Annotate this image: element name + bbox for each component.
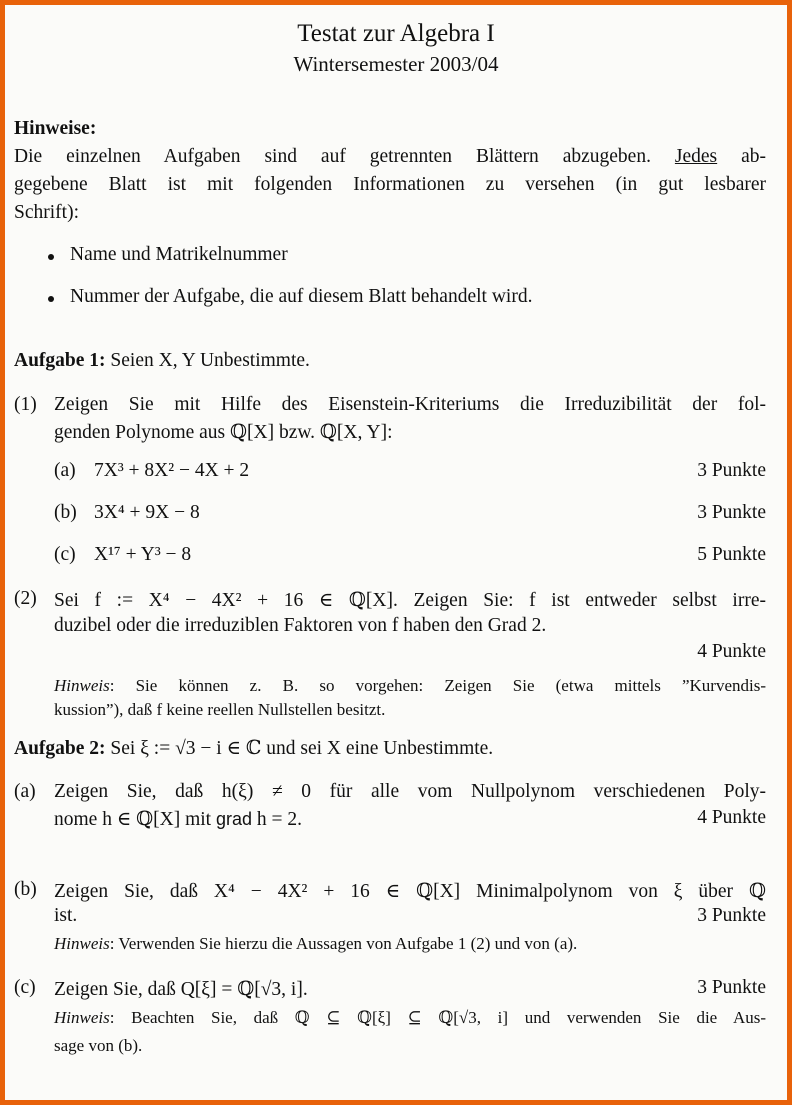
item-a-expression: 7X³ + 8X² − 4X + 2 (94, 460, 250, 481)
aufgabe2-b-hint (54, 934, 577, 954)
aufgabe1-heading: Aufgabe 1: (14, 350, 106, 371)
aufgabe2-c-label: (c) (14, 977, 36, 998)
bullet-dot (48, 296, 54, 302)
aufgabe2-b-points: 3 Punkte (697, 905, 766, 926)
item-a-points: 3 Punkte (697, 460, 766, 481)
bullet-item-name: Name und Matrikelnummer (70, 244, 288, 265)
item-a-label: (a) (54, 460, 76, 481)
aufgabe1-part2-points: 4 Punkte (697, 641, 766, 662)
aufgabe1-part1-line-2: genden Polynome aus ℚ[X] bzw. ℚ[X, Y]: (54, 422, 393, 443)
aufgabe2-heading: Aufgabe 2: (14, 738, 106, 759)
aufgabe2-b-line-1: Zeigen Sie, daß X⁴ − 4X² + 16 ∈ ℚ[X] Minimalpolynom von ξ über ℚ (54, 881, 766, 902)
aufgabe2-a-line-2-text: nome h ∈ ℚ[X] mit (54, 809, 212, 830)
hinweise-line-1-text: Die einzelnen Aufgaben sind auf getrennten Blättern abzugeben. (14, 146, 651, 167)
page-subtitle: Wintersemester 2003/04 (293, 52, 499, 76)
aufgabe1-part2-label: (2) (14, 588, 37, 609)
aufgabe2-c-line-1: Zeigen Sie, daß Q[ξ] = ℚ[√3, i]. (54, 979, 308, 1000)
aufgabe1-part2-line-1: Sei f := X⁴ − 4X² + 16 ∈ ℚ[X]. Zeigen Sie: f ist entweder selbst irre- (54, 590, 766, 611)
hinweise-line-3: Schrift): (14, 202, 79, 223)
aufgabe2-intro: Sei ξ := √3 − i ∈ ℂ und sei X eine Unbestimmte. (110, 738, 494, 759)
aufgabe2-b-label: (b) (14, 879, 37, 900)
jedes-underlined: Jedes (674, 146, 718, 167)
aufgabe2-a-line-2-end: h = 2. (256, 809, 302, 830)
bullet-dot (48, 254, 54, 260)
hinweise-line-1 (14, 146, 766, 168)
item-c-label: (c) (54, 544, 76, 565)
aufgabe2-c-hint-line-2: sage von (b). (54, 1036, 143, 1055)
aufgabe2-b-line-2: ist. (54, 905, 78, 926)
hinweise-heading: Hinweise: (14, 118, 97, 139)
aufgabe2-a-points: 4 Punkte (697, 807, 766, 828)
hint-text: : Verwenden Sie hierzu die Aussagen von Aufgabe 1 (2) und von (a). (109, 934, 578, 953)
aufgabe2-a-line-1: Zeigen Sie, daß h(ξ) ≠ 0 für alle vom Nullpolynom verschiedenen Poly- (54, 781, 766, 802)
aufgabe1-part1-line-1: Zeigen Sie mit Hilfe des Eisenstein-Kriteriums die Irreduzibilität der fol- (54, 394, 766, 415)
aufgabe2-c-hint-line-1 (54, 1008, 766, 1028)
hint-label: Hinweis (54, 676, 110, 695)
item-b-points: 3 Punkte (697, 502, 766, 523)
item-b-label: (b) (54, 502, 77, 523)
aufgabe1-part1-label: (1) (14, 394, 37, 415)
grad-operator: grad (215, 809, 252, 829)
aufgabe1-part2-line-2: duzibel oder die irreduziblen Faktoren von f haben den Grad 2. (54, 615, 547, 636)
hint-label: Hinweis (54, 1008, 110, 1027)
hinweise-line-2: gegebene Blatt ist mit folgenden Informationen zu versehen (in gut lesbarer (14, 174, 766, 195)
item-c-expression: X¹⁷ + Y³ − 8 (94, 544, 192, 565)
hinweise-line-1-end: ab- (741, 146, 766, 167)
item-b-expression: 3X⁴ + 9X − 8 (94, 502, 200, 523)
aufgabe1-part2-hint-line-1 (54, 676, 766, 696)
aufgabe2-a-line-2 (54, 807, 302, 831)
aufgabe1-part2-hint-line-2: kussion”), daß f keine reellen Nullstellen besitzt. (54, 700, 386, 719)
item-c-points: 5 Punkte (697, 544, 766, 565)
bullet-item-number: Nummer der Aufgabe, die auf diesem Blatt behandelt wird. (70, 286, 533, 307)
aufgabe2-a-label: (a) (14, 781, 36, 802)
aufgabe2-heading-line (14, 736, 493, 760)
hint-label: Hinweis (54, 934, 110, 953)
aufgabe1-intro: Seien X, Y Unbestimmte. (110, 350, 310, 371)
hint-text: : Sie können z. B. so vorgehen: Zeigen Sie (etwa mittels ”Kurvendis- (109, 676, 766, 695)
aufgabe1-heading-line (14, 350, 310, 372)
page-title: Testat zur Algebra I (297, 20, 495, 47)
aufgabe2-c-points: 3 Punkte (697, 977, 766, 998)
hint-text: : Beachten Sie, daß ℚ ⊆ ℚ[ξ] ⊆ ℚ[√3, i] und verwenden Sie die Aus- (109, 1008, 766, 1027)
